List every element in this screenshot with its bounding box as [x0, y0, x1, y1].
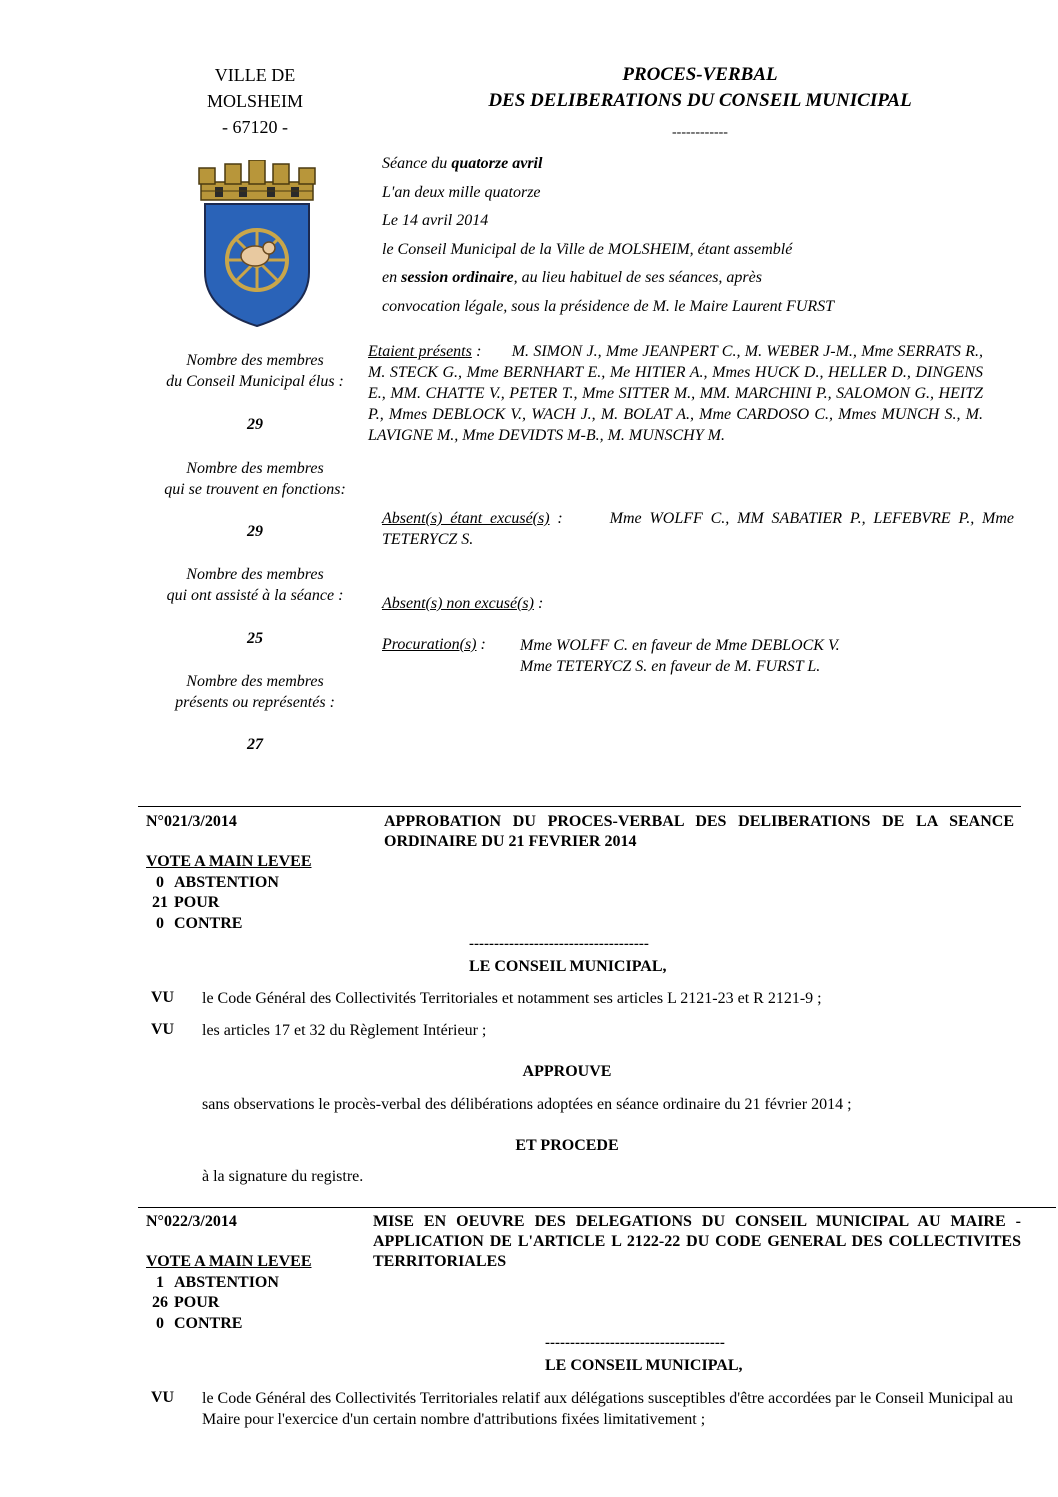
vote-label: POUR [174, 894, 220, 911]
proxy-label: Procuration(s) [382, 636, 477, 653]
vote-against [146, 914, 312, 935]
excused-list: Mme WOLFF C., MM SABATIER P., LEFEBVRE P., Mme TETERYCZ S. [382, 510, 1015, 548]
coat-of-arms-logo [195, 160, 319, 328]
stat-label-line: Nombre des membres [186, 460, 324, 477]
vu-key: VU [151, 1389, 175, 1406]
vu-key: VU [151, 1021, 175, 1038]
vote-abstention [146, 873, 312, 894]
deliberation-number: N°021/3/2014 [146, 813, 237, 830]
section-divider [138, 1207, 1056, 1208]
deliberation-title: APPROBATION DU PROCES-VERBAL DES DELIBERATIONS DE LA SEANCE ORDINAIRE DU 21 FEVRIER 2014 [384, 813, 1014, 850]
approve-text: sans observations le procès-verbal des délibérations adoptées en séance ordinaire du 21 février 2014 ; [202, 1096, 852, 1113]
stat-elected-value: 29 [247, 416, 263, 433]
council-separator: ------------------------------------ [545, 1335, 725, 1351]
section-divider [138, 806, 1021, 807]
stat-in-office-label [150, 458, 360, 500]
council-heading: LE CONSEIL MUNICIPAL, [469, 958, 667, 975]
vote-count: 0 [156, 873, 164, 891]
present-label: Etaient présents [368, 343, 472, 360]
vote-label: ABSTENTION [174, 873, 279, 891]
unexcused-sep: : [533, 595, 544, 612]
vote-label: ABSTENTION [174, 1273, 279, 1291]
stat-label-line: qui se trouvent en fonctions: [164, 481, 346, 498]
proxy-list [520, 635, 840, 677]
town-postcode: - 67120 - [222, 117, 288, 137]
vote-count: 0 [156, 1314, 164, 1332]
unexcused-label: Absent(s) non excusé(s) [382, 595, 534, 612]
stat-label-line: Nombre des membres [186, 352, 324, 369]
session-year: L'an deux mille quatorze [382, 183, 541, 201]
town-name-block [155, 62, 355, 140]
stat-represented-label [150, 671, 360, 713]
deliberation-number: N°022/3/2014 [146, 1213, 237, 1230]
vote-against [146, 1314, 312, 1335]
session-info [382, 150, 1002, 321]
proceed-text: à la signature du registre. [202, 1168, 364, 1185]
session-date: Le 14 avril 2014 [382, 212, 489, 229]
document-title [400, 62, 1000, 114]
vote-count: 0 [156, 914, 164, 932]
proxy-item: Mme WOLFF C. en faveur de Mme DEBLOCK V. [520, 637, 840, 654]
session-date-line [382, 150, 1002, 179]
stat-label-line: Nombre des membres [186, 566, 324, 583]
council-separator: ------------------------------------ [469, 936, 649, 952]
stat-label-line: du Conseil Municipal élus : [166, 373, 344, 390]
proxy-item: Mme TETERYCZ S. en faveur de M. FURST L. [520, 658, 821, 675]
stat-label-line: Nombre des membres [186, 673, 324, 690]
title-separator: ------------ [672, 125, 728, 140]
vu-text: les articles 17 et 32 du Règlement Intérieur ; [202, 1022, 487, 1039]
vote-method: VOTE A MAIN LEVEE [146, 1253, 312, 1270]
town-line-1: VILLE DE [214, 65, 296, 85]
proxy-label-block [382, 635, 486, 656]
vote-block [146, 852, 312, 934]
deliberation-title: MISE EN OEUVRE DES DELEGATIONS DU CONSEIL MUNICIPAL AU MAIRE - APPLICATION DE L'ARTICLE L 2122-22 DU CODE GENERAL DES COLLECTIVITES TERRITORIALES [373, 1213, 1021, 1270]
vote-label: CONTRE [174, 1314, 243, 1332]
vote-count: 1 [156, 1273, 164, 1291]
present-list: M. SIMON J., Mme JEANPERT C., M. WEBER J-M., Mme SERRATS R., M. STECK G., Mme BERNHART E., Me HITIER A., Mmes HUCK D., HELLER D., DINGENS E., MM. CHATTE V., PETER T., Mme SITTER M., MM. MARCHINI P., SALOMON G., HEITZ P., Mmes DEBLOCK V., WACH J., M. BOLAT A., Mme CARDOSO C., Mmes MUNCH S., M. LAVIGNE M., Mme DEVIDTS M-B., M. MUNSCHY M. [368, 343, 983, 444]
stat-label-line: présents ou représentés : [175, 694, 335, 711]
stat-in-office-value: 29 [247, 523, 263, 540]
excused-absent-members [382, 508, 1014, 550]
approve-heading: APPROUVE [522, 1063, 612, 1080]
session-day: quatorze avril [451, 155, 543, 172]
session-type-line [382, 264, 1002, 293]
session-type-prefix: en [382, 269, 402, 286]
vote-label: POUR [174, 1294, 220, 1311]
excused-label: Absent(s) étant excusé(s) [382, 510, 550, 527]
vote-method: VOTE A MAIN LEVEE [146, 853, 312, 870]
town-line-2: MOLSHEIM [206, 91, 303, 111]
vote-count: 21 [152, 894, 168, 911]
unexcused-absent-members [382, 594, 1014, 615]
vote-for [146, 1293, 312, 1314]
vu-text: le Code Général des Collectivités Territoriales et notamment ses articles L 2121-23 et R 2121-9 ; [202, 990, 822, 1007]
vu-text: le Code Général des Collectivités Territoriales relatif aux délégations susceptibles d'être accordées par le Conseil Municipal au Maire pour l'exercice d'un certain nombre d'attributions fixées limitativement ; [202, 1390, 1013, 1428]
proceed-heading: ET PROCEDE [515, 1137, 619, 1154]
stat-attended-label [150, 564, 360, 606]
session-type-suffix: , au lieu habituel de ses séances, après [513, 269, 762, 286]
stat-elected-label [150, 350, 360, 392]
session-prefix: Séance du [382, 155, 452, 172]
session-assembly: le Conseil Municipal de la Ville de MOLSHEIM, étant assemblé [382, 240, 793, 258]
stat-represented-value: 27 [247, 736, 263, 753]
stat-attended-value: 25 [247, 630, 263, 647]
vu-key: VU [151, 989, 175, 1006]
vote-for [146, 893, 312, 914]
stat-label-line: qui ont assisté à la séance : [166, 587, 344, 604]
session-convocation: convocation légale, sous la présidence de M. le Maire Laurent FURST [382, 297, 835, 315]
title-line-2: DES DELIBERATIONS DU CONSEIL MUNICIPAL [488, 90, 912, 111]
title-line-1: PROCES-VERBAL [622, 64, 778, 85]
vote-block [146, 1252, 312, 1334]
present-members [368, 341, 983, 446]
council-heading: LE CONSEIL MUNICIPAL, [545, 1357, 743, 1374]
present-sep: : [471, 343, 482, 360]
vote-abstention [146, 1273, 312, 1294]
excused-sep: : [549, 510, 563, 527]
session-type: session ordinaire [401, 269, 514, 286]
vote-label: CONTRE [174, 914, 243, 932]
proxy-sep: : [476, 636, 486, 653]
vote-count: 26 [152, 1294, 168, 1311]
